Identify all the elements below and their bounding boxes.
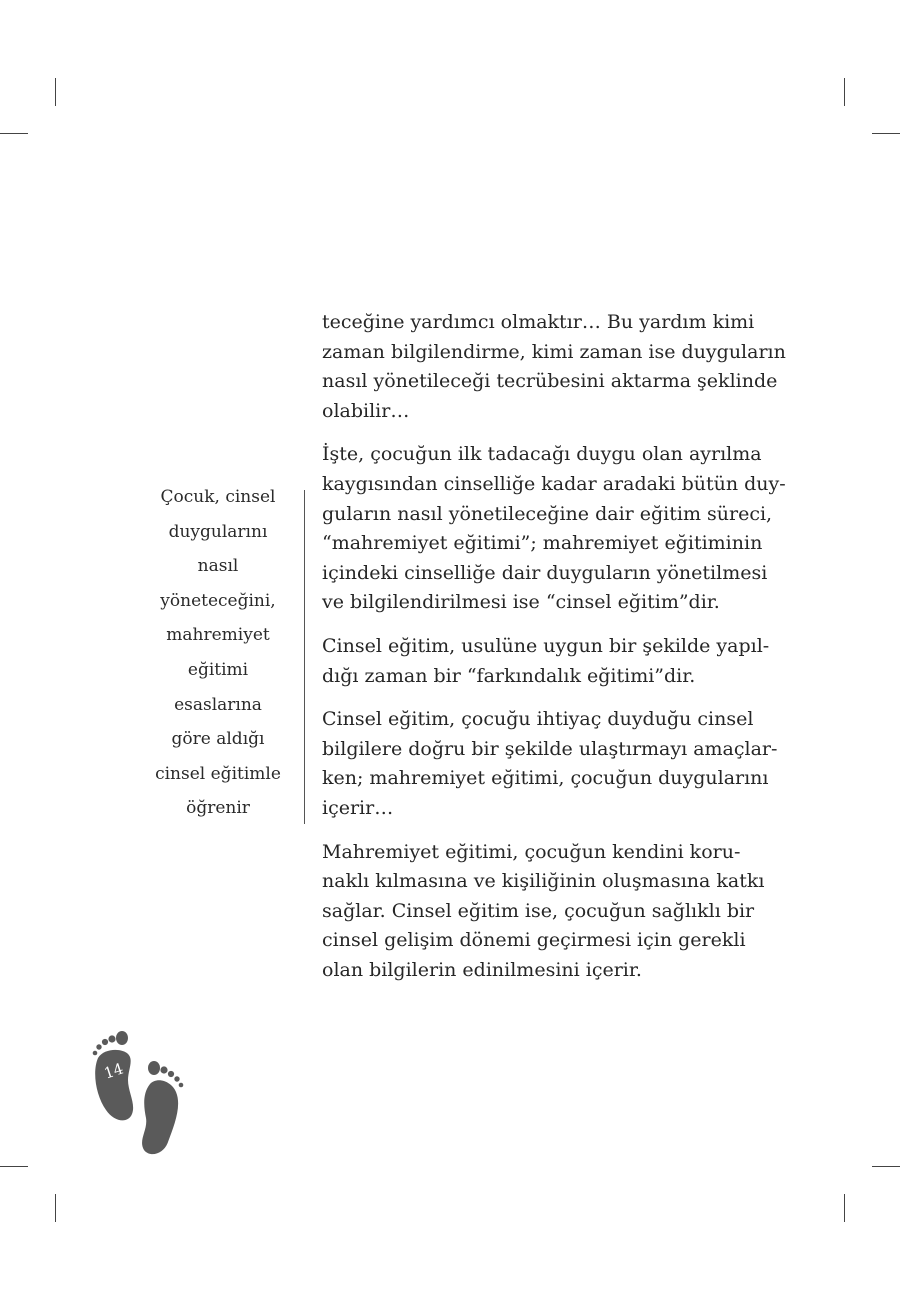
crop-mark-bottom-left-horizontal — [0, 1166, 28, 1167]
crop-mark-top-right-horizontal — [872, 133, 900, 134]
crop-mark-top-left-horizontal — [0, 133, 28, 134]
left-toe — [108, 1035, 115, 1042]
sidebar-line: göre aldığı — [171, 729, 265, 750]
text-line: cinsel gelişim dönemi geçirmesi için gerekli — [322, 929, 746, 952]
paragraph — [322, 838, 765, 986]
text-line: zaman bilgilendirme, kimi zaman ise duyguların — [322, 340, 786, 363]
text-line: olabilir… — [322, 399, 410, 422]
sidebar-line: duygularını — [168, 521, 268, 542]
text-line: dığı zaman bir “farkındalık eğitimi”dir. — [322, 664, 696, 687]
text-line: ken; mahremiyet eğitimi, çocuğun duygularını — [322, 767, 769, 790]
sidebar-line: öğrenir — [186, 798, 250, 819]
footprints-icon — [88, 1026, 188, 1156]
sidebar-line: Çocuk, cinsel — [160, 487, 276, 507]
sidebar-line: esaslarına — [174, 694, 262, 715]
sidebar-line: cinsel eğitimle — [155, 763, 281, 784]
text-line: Cinsel eğitim, çocuğu ihtiyaç duyduğu cinsel — [322, 708, 754, 731]
right-toe — [160, 1066, 167, 1073]
text-line: Cinsel eğitim, usulüne uygun bir şekilde yapıl- — [322, 634, 770, 657]
body-text — [322, 308, 786, 999]
text-line: Mahremiyet eğitimi, çocuğun kendini koru- — [322, 840, 741, 863]
crop-mark-bottom-left-vertical — [55, 1194, 56, 1222]
text-line: İşte, çocuğun ilk tadacağı duygu olan ayrılma — [322, 443, 762, 466]
sidebar-line: eğitimi — [187, 659, 249, 680]
right-foot-shape — [142, 1080, 178, 1154]
crop-mark-top-left-vertical — [55, 78, 56, 106]
text-line: “mahremiyet eğitimi”; mahremiyet eğitiminin — [322, 532, 763, 555]
text-line: naklı kılmasına ve kişiliğinin oluşmasına katkı — [322, 870, 765, 893]
sidebar-pull-quote — [150, 480, 286, 826]
paragraph — [322, 705, 778, 823]
text-line: nasıl yönetileceği tecrübesini aktarma şeklinde — [322, 370, 778, 393]
left-toe — [102, 1039, 108, 1045]
paragraph — [322, 632, 770, 691]
paragraph — [322, 440, 786, 618]
right-toe — [174, 1076, 179, 1081]
right-toe — [179, 1083, 184, 1088]
sidebar-line: mahremiyet — [166, 625, 270, 646]
text-line: içindeki cinselliğe dair duyguların yönetilmesi — [322, 561, 768, 584]
crop-mark-bottom-right-horizontal — [872, 1166, 900, 1167]
text-line: bilgilere doğru bir şekilde ulaştırmayı amaçlar- — [322, 737, 778, 760]
crop-mark-bottom-right-vertical — [844, 1194, 845, 1222]
sidebar-line: yöneteceğini, — [160, 590, 276, 611]
crop-mark-top-right-vertical — [844, 78, 845, 106]
sidebar-line: nasıl — [197, 556, 239, 577]
text-line: olan bilgilerin edinilmesini içerir. — [322, 958, 642, 981]
text-line: kaygısından cinselliğe kadar aradaki bütün duy- — [322, 472, 786, 495]
left-toe-big — [116, 1031, 128, 1045]
sidebar-divider — [304, 490, 305, 824]
right-toe-big — [148, 1061, 160, 1075]
text-line: ve bilgilendirilmesi ise “cinsel eğitim”dir. — [322, 591, 720, 614]
right-toe — [168, 1071, 174, 1077]
text-line: guların nasıl yönetileceğine dair eğitim süreci, — [322, 502, 773, 525]
left-toe — [93, 1051, 98, 1056]
left-toe — [96, 1044, 101, 1049]
text-line: içerir… — [322, 796, 394, 819]
page-number: 14 — [101, 1059, 126, 1083]
text-line: teceğine yardımcı olmaktır… Bu yardım kimi — [322, 311, 755, 333]
paragraph — [322, 308, 786, 426]
text-line: sağlar. Cinsel eğitim ise, çocuğun sağlıklı bir — [322, 899, 755, 922]
